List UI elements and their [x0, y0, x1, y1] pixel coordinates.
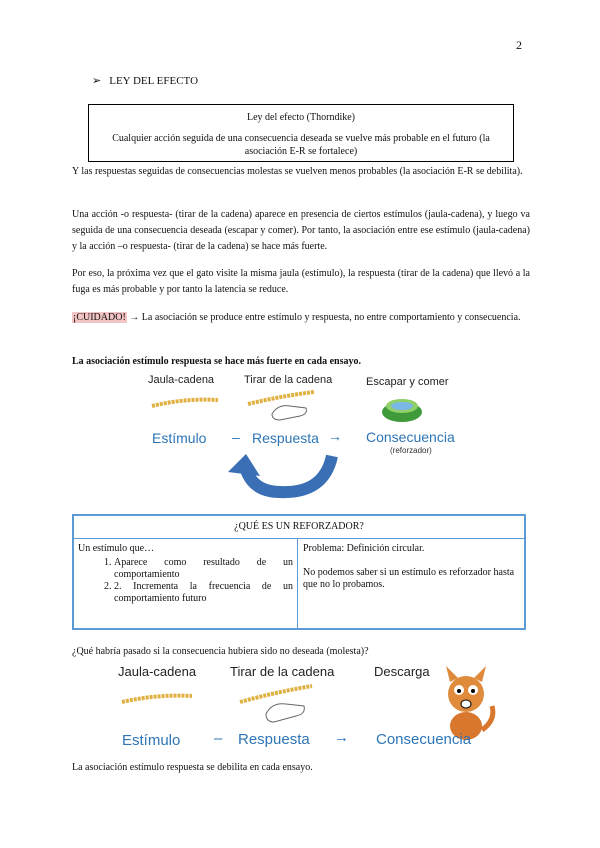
diagram2-consequence-label: Descarga — [374, 664, 430, 679]
diagram1-stimulus-label: Jaula-cadena — [148, 374, 215, 386]
warning-tag: ¡CUIDADO! — [73, 312, 126, 323]
warning-paragraph — [72, 310, 530, 326]
right-text: No podemos saber si un estímulo es reforzador hasta que no lo probamos. — [303, 567, 515, 590]
rope-with-hand-icon — [246, 390, 316, 426]
rope-icon — [150, 396, 220, 410]
right-title: Problema: Definición circular. — [303, 543, 425, 554]
diagram2-stimulus-label: Jaula-cadena — [118, 664, 197, 679]
law-of-effect-box — [88, 104, 514, 162]
page-number: 2 — [516, 38, 522, 52]
diagram2-dash: – — [214, 730, 223, 747]
diagram2-response-label: Tirar de la cadena — [230, 664, 335, 679]
left-list — [78, 557, 293, 605]
law-box-title: Ley del efecto (Thorndike) — [246, 112, 355, 123]
diagram2-response: Respuesta — [238, 731, 310, 748]
paragraph-2: Una acción -o respuesta- (tirar de la cadena) aparece en presencia de ciertos estímulos (jaula-cadena), y luego va seguida de una consecuencia deseada (escapar y comer). Por tanto, la asociación entre ese estímulo (jaula-cadena) y la acción –o respuesta- (tirar de la cadena) se hace más fuerte. — [72, 209, 530, 252]
diagram1-dash: – — [232, 429, 240, 445]
diagram1-consequence-label: Escapar y comer — [366, 376, 449, 388]
loop-arrow-icon — [224, 450, 344, 500]
table-left-cell — [74, 539, 298, 628]
law-box-definition: Cualquier acción seguida de una consecuencia deseada se vuelve más probable en el futuro (la asociación E-R se fortalece) — [112, 133, 490, 157]
section-heading — [92, 74, 198, 87]
heading-text: LEY DEL EFECTO — [109, 75, 199, 87]
paragraph-1: Y las respuestas seguidas de consecuencias molestas se vuelven menos probables (la asociación E-R se debilita). — [72, 166, 523, 177]
diagram2-consequence: Consecuencia — [376, 731, 472, 748]
list-item: 1. Aparece como resultado de un comportamiento — [114, 557, 293, 581]
diagram1-stimulus: Estímulo — [152, 430, 207, 446]
table-right-cell — [299, 539, 524, 628]
bold-statement: La asociación estímulo respuesta se hace más fuerte en cada ensayo. — [72, 356, 361, 367]
food-bowl-icon — [378, 394, 426, 424]
paragraph-3: Por eso, la próxima vez que el gato visite la misma jaula (estímulo), la respuesta (tirar de la cadena) que llevó a la fuga es más probable y por tanto la latencia se reduce. — [72, 268, 530, 295]
rope-with-hand-icon — [238, 684, 314, 728]
closing-text: La asociación estímulo respuesta se debilita en cada ensayo. — [72, 762, 313, 773]
warning-arrow-icon: → — [129, 312, 140, 323]
diagram1-response: Respuesta — [252, 430, 319, 446]
left-intro: Un estímulo que… — [78, 543, 155, 554]
list-item: 2. 2. Incrementa la frecuencia de un comportamiento futuro — [114, 581, 293, 605]
diagram2-arrow-icon: → — [334, 729, 349, 746]
table-header: ¿QUÉ ES UN REFORZADOR? — [74, 516, 524, 539]
question-text: ¿Qué habría pasado si la consecuencia hubiera sido no deseada (molesta)? — [72, 646, 369, 657]
diagram1-arrow-icon: → — [328, 428, 342, 444]
warning-text: La asociación se produce entre estímulo y respuesta, no entre comportamiento y consecuencia. — [141, 312, 521, 323]
diagram1-response-label: Tirar de la cadena — [244, 374, 333, 386]
bullet-arrow-icon: ➢ — [92, 75, 102, 87]
rope-icon — [120, 690, 194, 706]
diagram1-consequence: Consecuencia — [366, 429, 455, 445]
reinforcer-table — [72, 514, 526, 630]
diagram2-stimulus: Estímulo — [122, 732, 181, 749]
diagram1-reinforcer: (reforzador) — [390, 446, 432, 455]
